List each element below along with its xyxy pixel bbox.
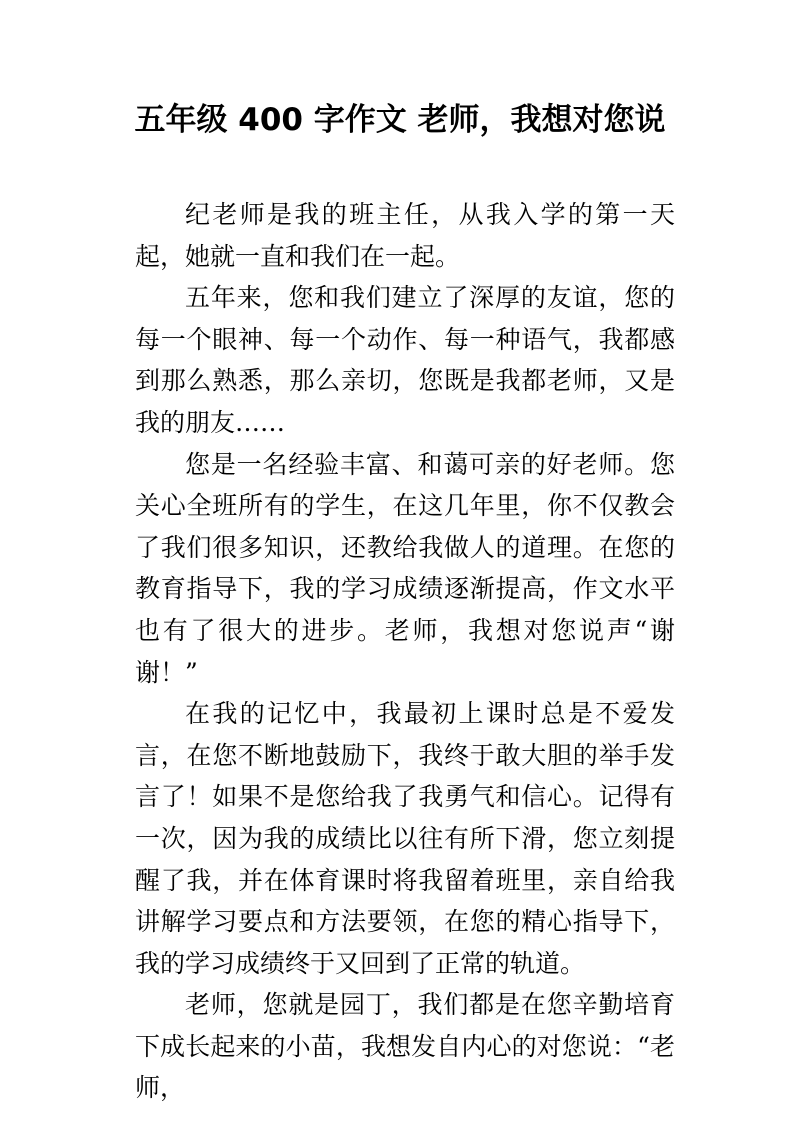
- paragraph-3: 您是一名经验丰富、和蔼可亲的好老师。您关心全班所有的学生，在这几年里，你不仅教会了我们很多知识，还教给我做人的道理。在您的教育指导下，我的学习成绩逐渐提高，作文水平也有了很大的进步。老师，我想对您说声“谢谢！”: [135, 449, 675, 687]
- document-title: 五年级 400 字作文 老师，我想对您说: [134, 102, 666, 138]
- essay-body: [135, 194, 675, 1109]
- paragraph-2: 五年来，您和我们建立了深厚的友谊，您的每一个眼神、每一个动作、每一种语气，我都感到那么熟悉，那么亲切，您既是我都老师，又是我的朋友……: [135, 283, 675, 437]
- paragraph-5: 老师，您就是园丁，我们都是在您辛勤培育下成长起来的小苗，我想发自内心的对您说：“老师，: [135, 990, 675, 1103]
- paragraph-1: 纪老师是我的班主任，从我入学的第一天起，她就一直和我们在一起。: [135, 200, 675, 271]
- paragraph-4: 在我的记忆中，我最初上课时总是不爱发言，在您不断地鼓励下，我终于敢大胆的举手发言了！如果不是您给我了我勇气和信心。记得有一次，因为我的成绩比以往有所下滑，您立刻提醒了我，并在体育课时将我留着班里，亲自给我讲解学习要点和方法要领，在您的精心指导下，我的学习成绩终于又回到了正常的轨道。: [135, 699, 675, 978]
